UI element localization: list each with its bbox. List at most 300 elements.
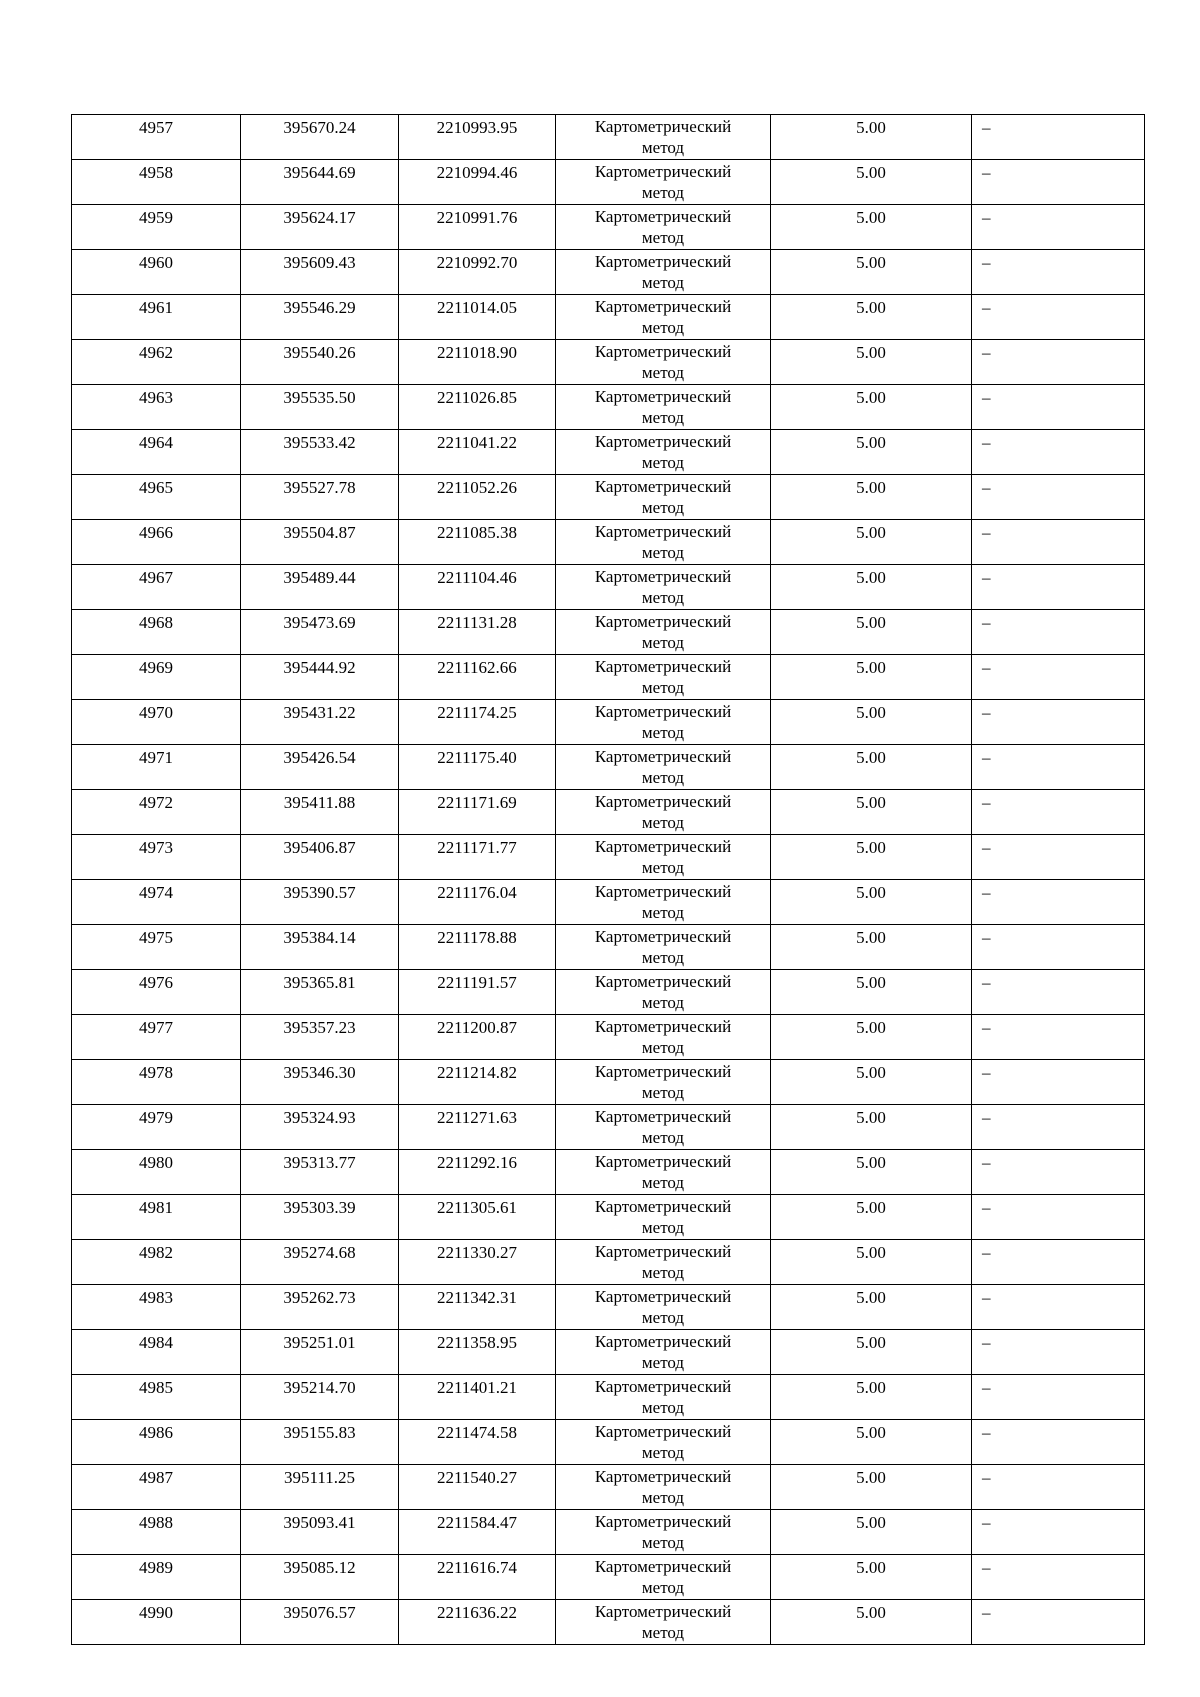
- method-line-1: Картометрический: [594, 972, 732, 991]
- accuracy-cell: 5.00: [771, 835, 972, 880]
- method-cell: [556, 385, 771, 430]
- method-line-1: Картометрический: [594, 207, 732, 226]
- y-coordinate-cell: 2210992.70: [399, 250, 556, 295]
- table-row: [72, 340, 1145, 385]
- x-coordinate-cell: 395624.17: [241, 205, 399, 250]
- method-cell: [556, 475, 771, 520]
- method-line-1: Картометрический: [594, 1557, 732, 1576]
- point-number-cell: 4985: [72, 1375, 241, 1420]
- y-coordinate-cell: 2210994.46: [399, 160, 556, 205]
- table-row: [72, 1240, 1145, 1285]
- method-line-1: Картометрический: [594, 477, 732, 496]
- method-cell: [556, 610, 771, 655]
- table-row: [72, 475, 1145, 520]
- method-line-2: метод: [641, 498, 685, 517]
- y-coordinate-cell: 2211474.58: [399, 1420, 556, 1465]
- method-line-1: Картометрический: [594, 1422, 732, 1441]
- y-coordinate-cell: 2210993.95: [399, 115, 556, 160]
- description-cell: –: [972, 1465, 1145, 1510]
- y-coordinate-cell: 2211162.66: [399, 655, 556, 700]
- accuracy-cell: 5.00: [771, 745, 972, 790]
- method-line-1: Картометрический: [594, 1602, 732, 1621]
- x-coordinate-cell: 395426.54: [241, 745, 399, 790]
- table-row: [72, 205, 1145, 250]
- x-coordinate-cell: 395609.43: [241, 250, 399, 295]
- description-cell: –: [972, 790, 1145, 835]
- point-number-cell: 4978: [72, 1060, 241, 1105]
- y-coordinate-cell: 2211174.25: [399, 700, 556, 745]
- x-coordinate-cell: 395085.12: [241, 1555, 399, 1600]
- accuracy-cell: 5.00: [771, 1420, 972, 1465]
- method-line-1: Картометрический: [594, 342, 732, 361]
- table-row: [72, 835, 1145, 880]
- x-coordinate-cell: 395076.57: [241, 1600, 399, 1645]
- accuracy-cell: 5.00: [771, 1240, 972, 1285]
- method-cell: [556, 115, 771, 160]
- y-coordinate-cell: 2211171.69: [399, 790, 556, 835]
- accuracy-cell: 5.00: [771, 1555, 972, 1600]
- description-cell: –: [972, 160, 1145, 205]
- method-cell: [556, 1555, 771, 1600]
- method-line-1: Картометрический: [594, 252, 732, 271]
- x-coordinate-cell: 395274.68: [241, 1240, 399, 1285]
- method-line-2: метод: [641, 1578, 685, 1597]
- y-coordinate-cell: 2211636.22: [399, 1600, 556, 1645]
- method-line-1: Картометрический: [594, 1377, 732, 1396]
- x-coordinate-cell: 395390.57: [241, 880, 399, 925]
- description-cell: –: [972, 250, 1145, 295]
- method-line-1: Картометрический: [594, 1152, 732, 1171]
- point-number-cell: 4990: [72, 1600, 241, 1645]
- x-coordinate-cell: 395540.26: [241, 340, 399, 385]
- method-line-1: Картометрический: [594, 432, 732, 451]
- point-number-cell: 4958: [72, 160, 241, 205]
- accuracy-cell: 5.00: [771, 520, 972, 565]
- accuracy-cell: 5.00: [771, 880, 972, 925]
- accuracy-cell: 5.00: [771, 160, 972, 205]
- accuracy-cell: 5.00: [771, 1375, 972, 1420]
- accuracy-cell: 5.00: [771, 1195, 972, 1240]
- table-row: [72, 1600, 1145, 1645]
- accuracy-cell: 5.00: [771, 115, 972, 160]
- method-cell: [556, 1510, 771, 1555]
- y-coordinate-cell: 2211200.87: [399, 1015, 556, 1060]
- accuracy-cell: 5.00: [771, 205, 972, 250]
- description-cell: –: [972, 880, 1145, 925]
- x-coordinate-cell: 395111.25: [241, 1465, 399, 1510]
- accuracy-cell: 5.00: [771, 1330, 972, 1375]
- x-coordinate-cell: 395324.93: [241, 1105, 399, 1150]
- method-line-1: Картометрический: [594, 1512, 732, 1531]
- method-line-2: метод: [641, 948, 685, 967]
- point-number-cell: 4963: [72, 385, 241, 430]
- table-row: [72, 700, 1145, 745]
- method-line-1: Картометрический: [594, 882, 732, 901]
- x-coordinate-cell: 395365.81: [241, 970, 399, 1015]
- table-row: [72, 655, 1145, 700]
- point-number-cell: 4984: [72, 1330, 241, 1375]
- y-coordinate-cell: 2211271.63: [399, 1105, 556, 1150]
- point-number-cell: 4988: [72, 1510, 241, 1555]
- point-number-cell: 4974: [72, 880, 241, 925]
- method-line-1: Картометрический: [594, 117, 732, 136]
- method-cell: [556, 700, 771, 745]
- y-coordinate-cell: 2211191.57: [399, 970, 556, 1015]
- table-row: [72, 1105, 1145, 1150]
- x-coordinate-cell: 395357.23: [241, 1015, 399, 1060]
- description-cell: –: [972, 1285, 1145, 1330]
- description-cell: –: [972, 1330, 1145, 1375]
- method-line-2: метод: [641, 1308, 685, 1327]
- y-coordinate-cell: 2211292.16: [399, 1150, 556, 1195]
- description-cell: –: [972, 1555, 1145, 1600]
- y-coordinate-cell: 2211085.38: [399, 520, 556, 565]
- point-number-cell: 4976: [72, 970, 241, 1015]
- table-row: [72, 430, 1145, 475]
- method-cell: [556, 295, 771, 340]
- description-cell: –: [972, 475, 1145, 520]
- x-coordinate-cell: 395313.77: [241, 1150, 399, 1195]
- description-cell: –: [972, 340, 1145, 385]
- method-cell: [556, 340, 771, 385]
- description-cell: –: [972, 1375, 1145, 1420]
- method-cell: [556, 250, 771, 295]
- method-line-2: метод: [641, 1398, 685, 1417]
- description-cell: –: [972, 1105, 1145, 1150]
- table-row: [72, 1285, 1145, 1330]
- x-coordinate-cell: 395155.83: [241, 1420, 399, 1465]
- table-row: [72, 1510, 1145, 1555]
- x-coordinate-cell: 395670.24: [241, 115, 399, 160]
- point-number-cell: 4975: [72, 925, 241, 970]
- method-line-1: Картометрический: [594, 567, 732, 586]
- method-line-2: метод: [641, 183, 685, 202]
- x-coordinate-cell: 395473.69: [241, 610, 399, 655]
- method-line-2: метод: [641, 1038, 685, 1057]
- table-row: [72, 565, 1145, 610]
- x-coordinate-cell: 395384.14: [241, 925, 399, 970]
- point-number-cell: 4987: [72, 1465, 241, 1510]
- method-cell: [556, 1150, 771, 1195]
- table-row: [72, 1555, 1145, 1600]
- coordinates-table-body: [72, 115, 1145, 1645]
- method-line-2: метод: [641, 588, 685, 607]
- description-cell: –: [972, 115, 1145, 160]
- method-line-1: Картометрический: [594, 1107, 732, 1126]
- point-number-cell: 4962: [72, 340, 241, 385]
- point-number-cell: 4982: [72, 1240, 241, 1285]
- description-cell: –: [972, 1420, 1145, 1465]
- table-row: [72, 1420, 1145, 1465]
- description-cell: –: [972, 655, 1145, 700]
- method-line-2: метод: [641, 363, 685, 382]
- method-cell: [556, 925, 771, 970]
- accuracy-cell: 5.00: [771, 565, 972, 610]
- method-line-2: метод: [641, 453, 685, 472]
- description-cell: –: [972, 1150, 1145, 1195]
- method-cell: [556, 1330, 771, 1375]
- description-cell: –: [972, 295, 1145, 340]
- table-row: [72, 880, 1145, 925]
- accuracy-cell: 5.00: [771, 1105, 972, 1150]
- table-row: [72, 610, 1145, 655]
- method-line-1: Картометрический: [594, 927, 732, 946]
- point-number-cell: 4960: [72, 250, 241, 295]
- method-line-2: метод: [641, 858, 685, 877]
- method-line-2: метод: [641, 1623, 685, 1642]
- method-line-1: Картометрический: [594, 837, 732, 856]
- table-row: [72, 1195, 1145, 1240]
- description-cell: –: [972, 565, 1145, 610]
- description-cell: –: [972, 520, 1145, 565]
- method-line-1: Картометрический: [594, 387, 732, 406]
- description-cell: –: [972, 745, 1145, 790]
- method-line-2: метод: [641, 273, 685, 292]
- point-number-cell: 4966: [72, 520, 241, 565]
- method-line-2: метод: [641, 138, 685, 157]
- y-coordinate-cell: 2211104.46: [399, 565, 556, 610]
- accuracy-cell: 5.00: [771, 1465, 972, 1510]
- table-row: [72, 1330, 1145, 1375]
- accuracy-cell: 5.00: [771, 655, 972, 700]
- method-cell: [556, 790, 771, 835]
- method-line-2: метод: [641, 723, 685, 742]
- method-cell: [556, 1285, 771, 1330]
- table-row: [72, 250, 1145, 295]
- table-row: [72, 745, 1145, 790]
- method-line-1: Картометрический: [594, 747, 732, 766]
- description-cell: –: [972, 1240, 1145, 1285]
- accuracy-cell: 5.00: [771, 340, 972, 385]
- x-coordinate-cell: 395093.41: [241, 1510, 399, 1555]
- table-row: [72, 1465, 1145, 1510]
- x-coordinate-cell: 395411.88: [241, 790, 399, 835]
- point-number-cell: 4973: [72, 835, 241, 880]
- method-cell: [556, 880, 771, 925]
- y-coordinate-cell: 2211401.21: [399, 1375, 556, 1420]
- method-line-2: метод: [641, 543, 685, 562]
- accuracy-cell: 5.00: [771, 790, 972, 835]
- point-number-cell: 4986: [72, 1420, 241, 1465]
- method-line-2: метод: [641, 993, 685, 1012]
- method-line-1: Картометрический: [594, 162, 732, 181]
- description-cell: –: [972, 610, 1145, 655]
- table-row: [72, 115, 1145, 160]
- point-number-cell: 4968: [72, 610, 241, 655]
- point-number-cell: 4959: [72, 205, 241, 250]
- method-cell: [556, 1015, 771, 1060]
- y-coordinate-cell: 2211171.77: [399, 835, 556, 880]
- method-line-2: метод: [641, 903, 685, 922]
- point-number-cell: 4989: [72, 1555, 241, 1600]
- method-cell: [556, 1375, 771, 1420]
- x-coordinate-cell: 395214.70: [241, 1375, 399, 1420]
- method-cell: [556, 745, 771, 790]
- y-coordinate-cell: 2211330.27: [399, 1240, 556, 1285]
- table-row: [72, 1375, 1145, 1420]
- y-coordinate-cell: 2211014.05: [399, 295, 556, 340]
- accuracy-cell: 5.00: [771, 295, 972, 340]
- y-coordinate-cell: 2211131.28: [399, 610, 556, 655]
- x-coordinate-cell: 395262.73: [241, 1285, 399, 1330]
- description-cell: –: [972, 430, 1145, 475]
- point-number-cell: 4981: [72, 1195, 241, 1240]
- method-cell: [556, 1195, 771, 1240]
- description-cell: –: [972, 835, 1145, 880]
- method-line-2: метод: [641, 633, 685, 652]
- accuracy-cell: 5.00: [771, 1150, 972, 1195]
- y-coordinate-cell: 2211358.95: [399, 1330, 556, 1375]
- accuracy-cell: 5.00: [771, 250, 972, 295]
- y-coordinate-cell: 2210991.76: [399, 205, 556, 250]
- y-coordinate-cell: 2211214.82: [399, 1060, 556, 1105]
- x-coordinate-cell: 395346.30: [241, 1060, 399, 1105]
- point-number-cell: 4957: [72, 115, 241, 160]
- table-row: [72, 925, 1145, 970]
- method-line-2: метод: [641, 1263, 685, 1282]
- description-cell: –: [972, 1195, 1145, 1240]
- x-coordinate-cell: 395535.50: [241, 385, 399, 430]
- description-cell: –: [972, 1060, 1145, 1105]
- method-line-1: Картометрический: [594, 1467, 732, 1486]
- accuracy-cell: 5.00: [771, 1285, 972, 1330]
- description-cell: –: [972, 205, 1145, 250]
- description-cell: –: [972, 700, 1145, 745]
- point-number-cell: 4971: [72, 745, 241, 790]
- point-number-cell: 4967: [72, 565, 241, 610]
- method-line-2: метод: [641, 1218, 685, 1237]
- method-line-2: метод: [641, 1488, 685, 1507]
- table-row: [72, 1060, 1145, 1105]
- accuracy-cell: 5.00: [771, 1600, 972, 1645]
- method-line-2: метод: [641, 228, 685, 247]
- method-cell: [556, 1240, 771, 1285]
- method-line-2: метод: [641, 1173, 685, 1192]
- coordinates-table: [71, 114, 1145, 1645]
- method-cell: [556, 1420, 771, 1465]
- method-line-1: Картометрический: [594, 612, 732, 631]
- method-cell: [556, 1465, 771, 1510]
- x-coordinate-cell: 395406.87: [241, 835, 399, 880]
- accuracy-cell: 5.00: [771, 1015, 972, 1060]
- y-coordinate-cell: 2211540.27: [399, 1465, 556, 1510]
- method-cell: [556, 430, 771, 475]
- method-cell: [556, 1600, 771, 1645]
- point-number-cell: 4977: [72, 1015, 241, 1060]
- point-number-cell: 4964: [72, 430, 241, 475]
- method-cell: [556, 835, 771, 880]
- accuracy-cell: 5.00: [771, 610, 972, 655]
- method-line-1: Картометрический: [594, 297, 732, 316]
- table-row: [72, 160, 1145, 205]
- y-coordinate-cell: 2211041.22: [399, 430, 556, 475]
- method-line-1: Картометрический: [594, 792, 732, 811]
- method-cell: [556, 205, 771, 250]
- y-coordinate-cell: 2211175.40: [399, 745, 556, 790]
- accuracy-cell: 5.00: [771, 430, 972, 475]
- y-coordinate-cell: 2211018.90: [399, 340, 556, 385]
- accuracy-cell: 5.00: [771, 385, 972, 430]
- method-line-1: Картометрический: [594, 702, 732, 721]
- method-line-1: Картометрический: [594, 1332, 732, 1351]
- table-row: [72, 385, 1145, 430]
- point-number-cell: 4979: [72, 1105, 241, 1150]
- y-coordinate-cell: 2211176.04: [399, 880, 556, 925]
- x-coordinate-cell: 395489.44: [241, 565, 399, 610]
- table-row: [72, 295, 1145, 340]
- method-line-2: метод: [641, 768, 685, 787]
- method-cell: [556, 970, 771, 1015]
- table-row: [72, 970, 1145, 1015]
- description-cell: –: [972, 925, 1145, 970]
- point-number-cell: 4980: [72, 1150, 241, 1195]
- method-line-2: метод: [641, 1533, 685, 1552]
- method-cell: [556, 1105, 771, 1150]
- method-cell: [556, 160, 771, 205]
- method-cell: [556, 655, 771, 700]
- method-line-1: Картометрический: [594, 657, 732, 676]
- description-cell: –: [972, 1510, 1145, 1555]
- x-coordinate-cell: 395546.29: [241, 295, 399, 340]
- method-line-2: метод: [641, 678, 685, 697]
- x-coordinate-cell: 395533.42: [241, 430, 399, 475]
- method-line-1: Картометрический: [594, 1197, 732, 1216]
- description-cell: –: [972, 1015, 1145, 1060]
- method-line-2: метод: [641, 318, 685, 337]
- method-line-1: Картометрический: [594, 1242, 732, 1261]
- method-line-2: метод: [641, 813, 685, 832]
- table-row: [72, 790, 1145, 835]
- y-coordinate-cell: 2211342.31: [399, 1285, 556, 1330]
- point-number-cell: 4983: [72, 1285, 241, 1330]
- method-line-2: метод: [641, 408, 685, 427]
- method-line-1: Картометрический: [594, 1062, 732, 1081]
- accuracy-cell: 5.00: [771, 475, 972, 520]
- accuracy-cell: 5.00: [771, 700, 972, 745]
- y-coordinate-cell: 2211026.85: [399, 385, 556, 430]
- point-number-cell: 4969: [72, 655, 241, 700]
- x-coordinate-cell: 395504.87: [241, 520, 399, 565]
- method-line-2: метод: [641, 1128, 685, 1147]
- y-coordinate-cell: 2211584.47: [399, 1510, 556, 1555]
- method-line-2: метод: [641, 1083, 685, 1102]
- x-coordinate-cell: 395303.39: [241, 1195, 399, 1240]
- y-coordinate-cell: 2211178.88: [399, 925, 556, 970]
- x-coordinate-cell: 395431.22: [241, 700, 399, 745]
- point-number-cell: 4965: [72, 475, 241, 520]
- method-line-1: Картометрический: [594, 1017, 732, 1036]
- accuracy-cell: 5.00: [771, 970, 972, 1015]
- y-coordinate-cell: 2211616.74: [399, 1555, 556, 1600]
- method-cell: [556, 1060, 771, 1105]
- description-cell: –: [972, 385, 1145, 430]
- point-number-cell: 4961: [72, 295, 241, 340]
- description-cell: –: [972, 970, 1145, 1015]
- point-number-cell: 4972: [72, 790, 241, 835]
- y-coordinate-cell: 2211052.26: [399, 475, 556, 520]
- table-row: [72, 1150, 1145, 1195]
- x-coordinate-cell: 395444.92: [241, 655, 399, 700]
- method-line-1: Картометрический: [594, 522, 732, 541]
- method-line-1: Картометрический: [594, 1287, 732, 1306]
- method-cell: [556, 520, 771, 565]
- table-row: [72, 520, 1145, 565]
- table-row: [72, 1015, 1145, 1060]
- accuracy-cell: 5.00: [771, 1060, 972, 1105]
- y-coordinate-cell: 2211305.61: [399, 1195, 556, 1240]
- point-number-cell: 4970: [72, 700, 241, 745]
- method-cell: [556, 565, 771, 610]
